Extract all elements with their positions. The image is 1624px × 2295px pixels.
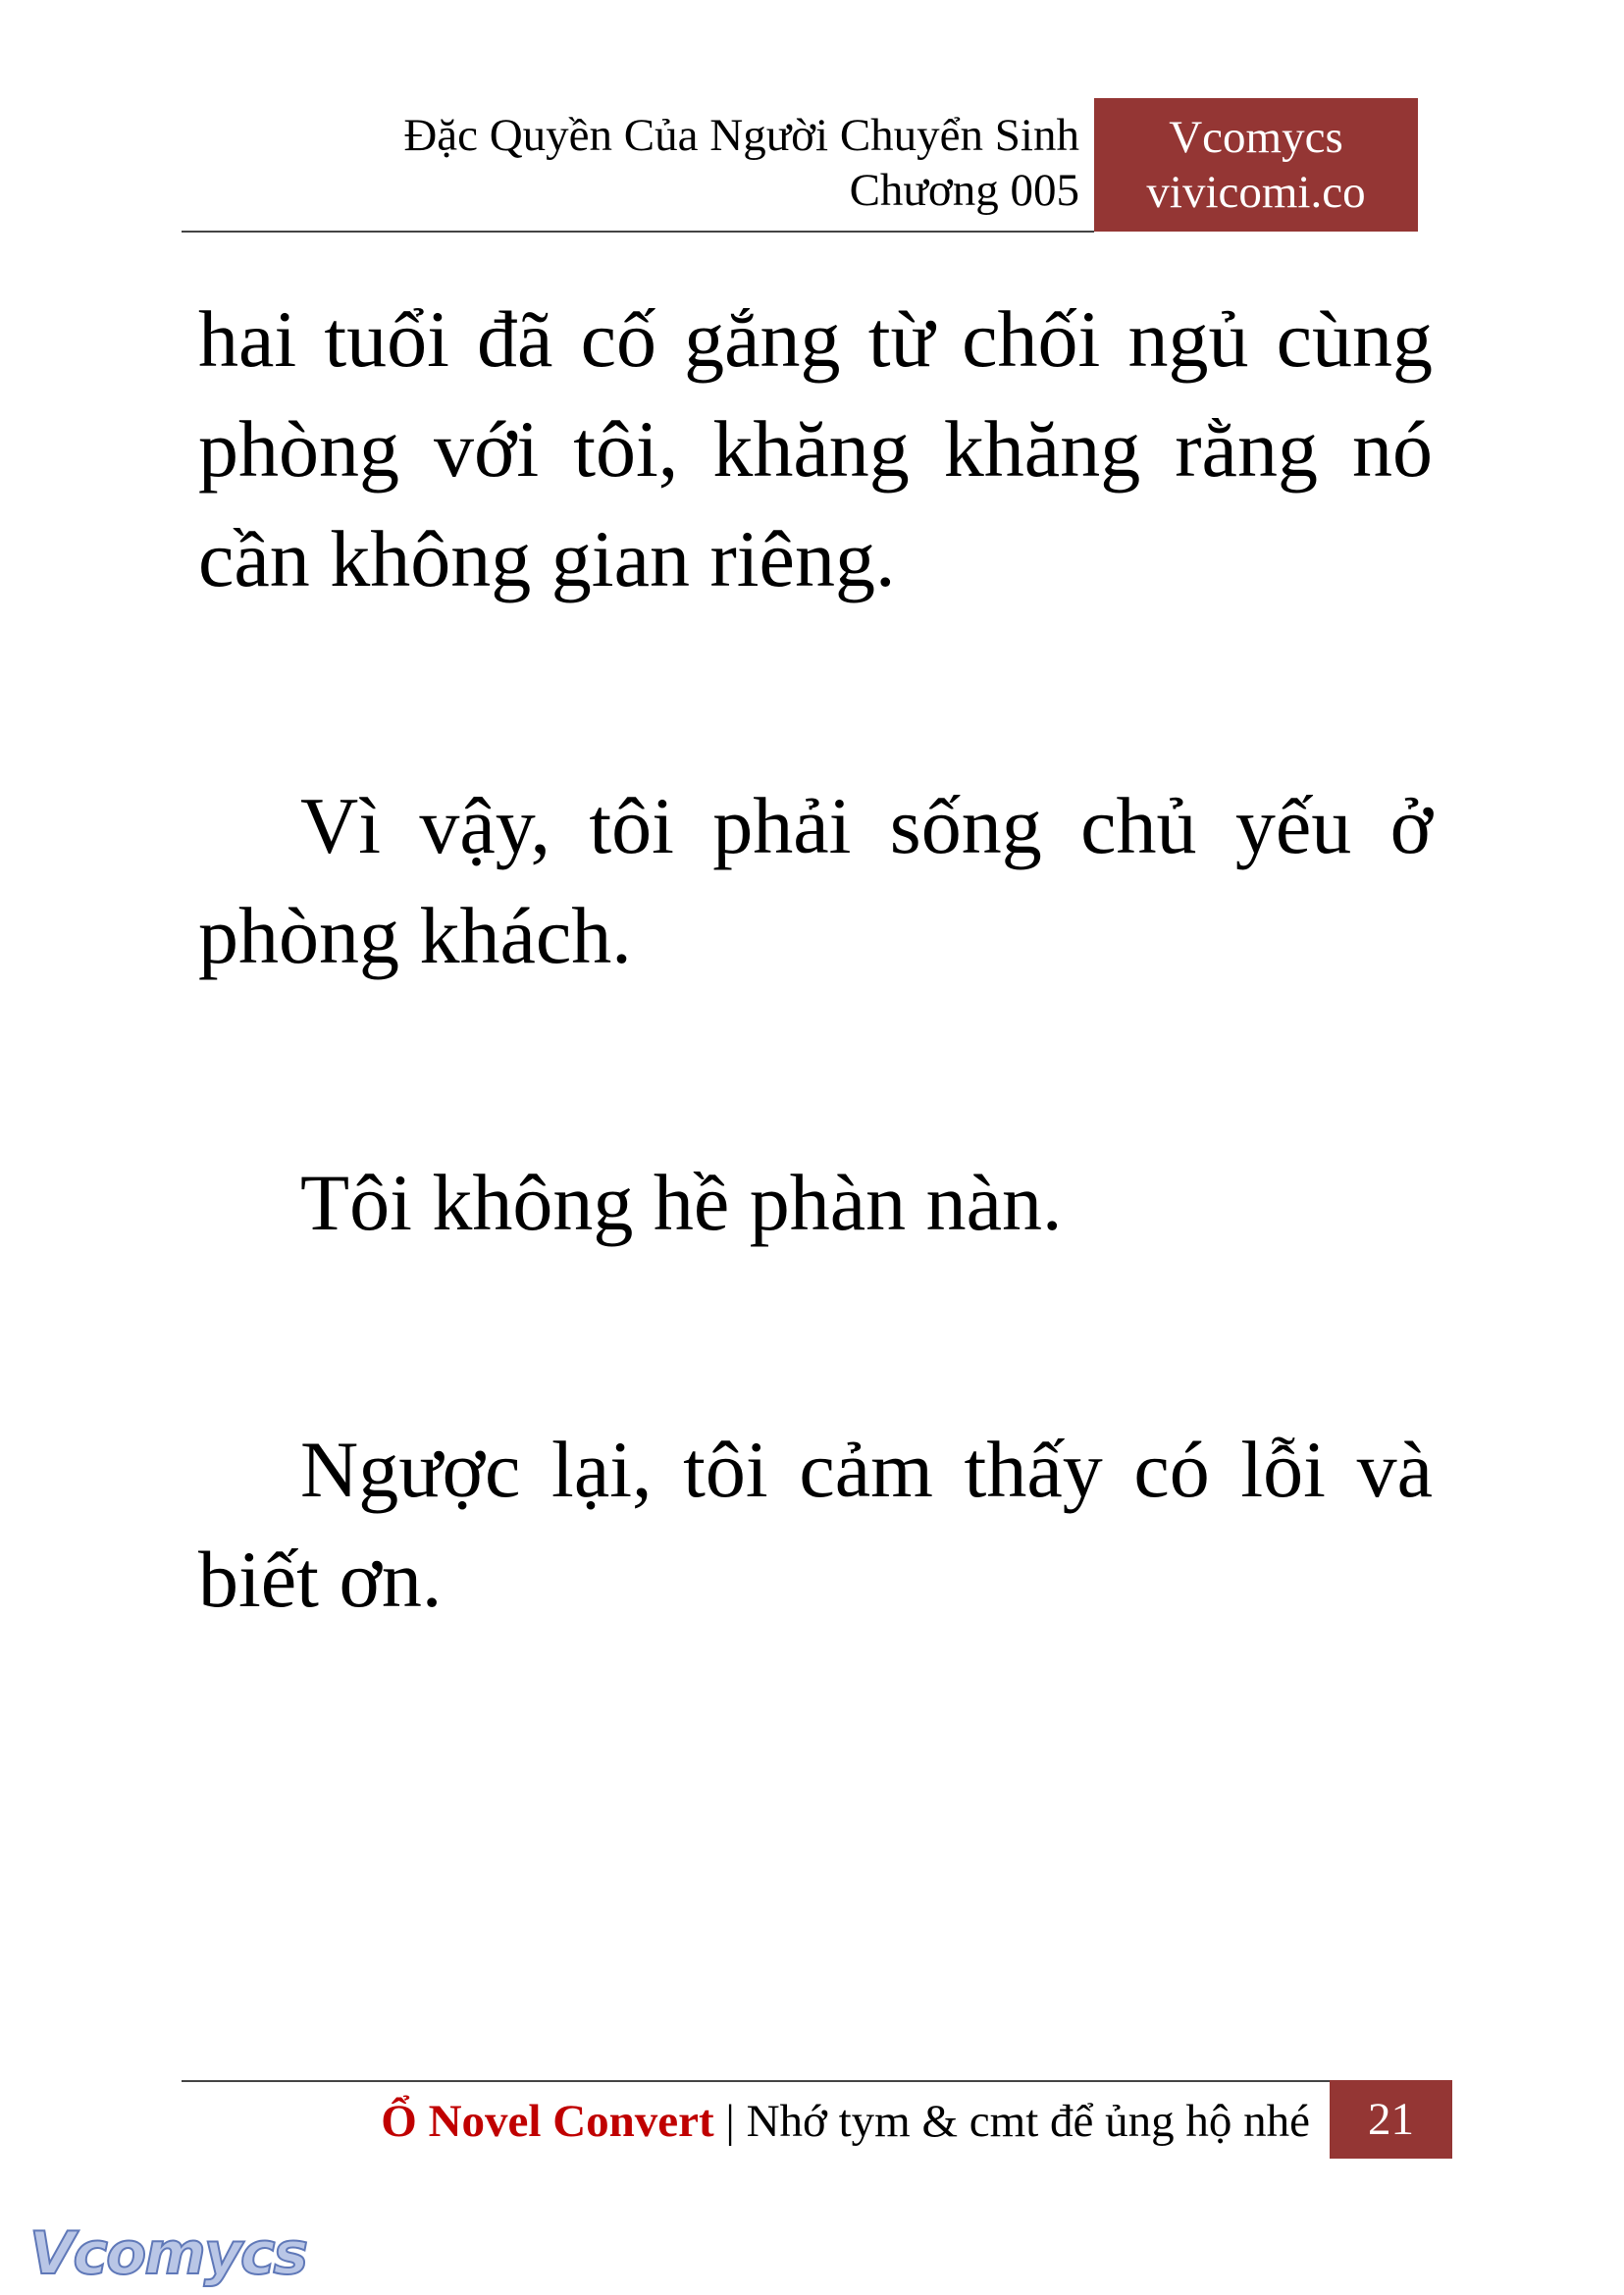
paragraph: Vì vậy, tôi phải sống chủ yếu ở phòng khách. [198,781,1433,980]
chapter-label: Chương 005 [849,165,1079,216]
footer-brand: Ổ Novel Convert [381,2096,714,2147]
paragraph: Ngược lại, tôi cảm thấy có lỗi và biết ơn. [198,1425,1433,1624]
paragraph: Tôi không hề phàn nàn. [300,1158,1063,1247]
watermark-logo: Vcomycs [29,2219,307,2288]
footer-divider [182,2080,1330,2082]
footer-text [381,2094,1310,2149]
book-title: Đặc Quyền Của Người Chuyển Sinh [403,110,1079,161]
page-number: 21 [1330,2080,1452,2159]
chapter-body [198,285,1433,1792]
page-footer [182,2080,1452,2159]
header-title-block [403,108,1079,218]
page-header [182,98,1418,232]
paragraph: hai tuổi đã cố gắng từ chối ngủ cùng phòng với tôi, khăng khăng rằng nó cần không gian riêng. [198,294,1433,603]
footer-separator: | [725,2096,735,2147]
brand-name: Vcomycs [1169,112,1343,163]
brand-box [1094,98,1418,232]
footer-message: Nhớ tym & cmt để ủng hộ nhé [746,2096,1310,2147]
brand-site: vivicomi.co [1146,167,1366,218]
header-divider [182,231,1094,233]
